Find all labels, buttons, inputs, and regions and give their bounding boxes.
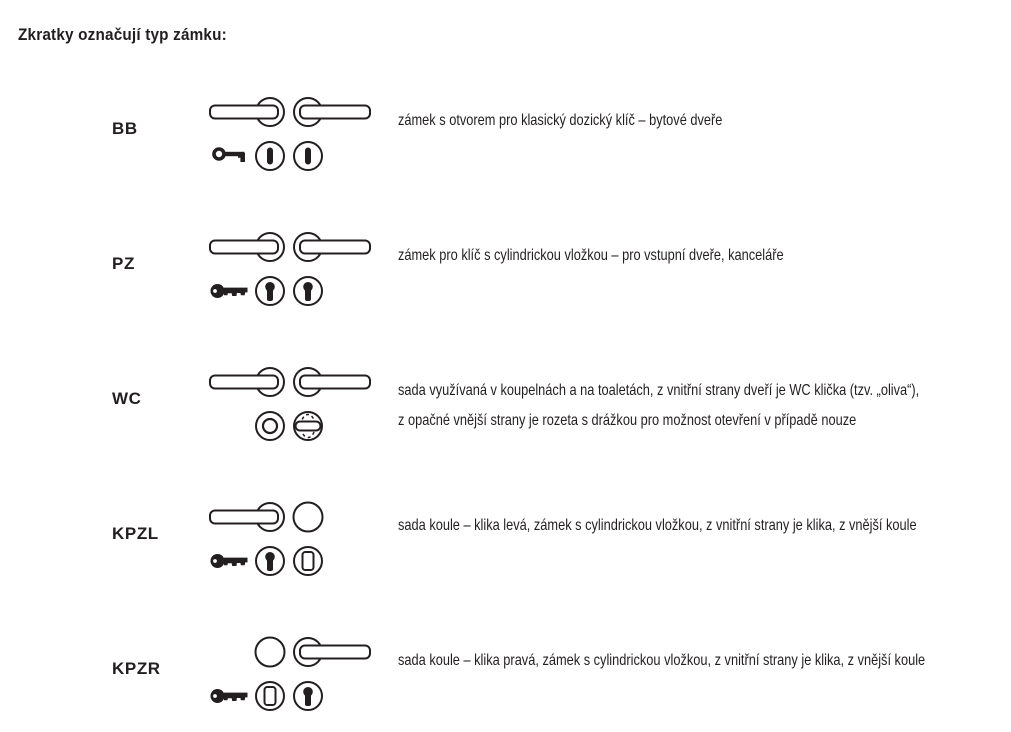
bb-keyhole-rosette-icon <box>294 142 322 170</box>
knob-icon <box>256 638 285 667</box>
emergency-slot-rosette-icon <box>256 412 284 440</box>
pz-keyhole-rosette-icon <box>256 547 284 575</box>
bit-key-icon <box>214 149 245 162</box>
pz-lockset-illustration <box>202 230 377 310</box>
lever-handle-left-icon <box>210 503 284 531</box>
pz-keyhole-rosette-icon <box>294 277 322 305</box>
cylinder-key-icon <box>211 689 248 703</box>
lever-handle-left-icon <box>210 368 284 396</box>
blind-rosette-icon <box>256 682 284 710</box>
description-line: z opačné vnější strany je rozeta s drážkou pro možnost otevření v případě nouze <box>398 412 857 429</box>
bb-lockset-illustration <box>202 95 377 175</box>
lock-description-kpzr <box>398 646 925 676</box>
page-title: Zkratky označují typ zámku: <box>18 25 227 44</box>
wc-lockset-illustration <box>202 365 377 445</box>
lever-handle-right-icon <box>294 233 370 261</box>
lever-handle-right-icon <box>294 368 370 396</box>
lock-code-pz: PZ <box>112 254 135 273</box>
lock-type-row-pz <box>0 230 1011 310</box>
pz-keyhole-rosette-icon <box>294 682 322 710</box>
description-line: sada koule – klika pravá, zámek s cylindrickou vložkou, z vnitřní strany je klika, z vnější koule <box>398 652 926 669</box>
description-line: zámek pro klíč s cylindrickou vložkou – pro vstupní dveře, kanceláře <box>398 247 784 264</box>
lock-code-kpzl: KPZL <box>112 524 159 543</box>
lock-code-bb: BB <box>112 119 138 138</box>
description-line: sada využívaná v koupelnách a na toaletách, z vnitřní strany dveří je WC klička (tzv. „oliva“), <box>398 382 920 399</box>
lock-description-wc <box>398 376 919 436</box>
lock-type-row-bb <box>0 95 1011 175</box>
blind-rosette-icon <box>294 547 322 575</box>
lock-code-kpzr: KPZR <box>112 659 161 678</box>
lock-description-bb <box>398 106 722 136</box>
pz-keyhole-rosette-icon <box>256 277 284 305</box>
cylinder-key-icon <box>211 284 248 298</box>
description-line: zámek s otvorem pro klasický dozický klíč – bytové dveře <box>398 112 723 129</box>
lock-description-kpzl <box>398 511 917 541</box>
lock-description-pz <box>398 241 784 271</box>
lever-handle-left-icon <box>210 98 284 126</box>
lock-code-wc: WC <box>112 389 142 408</box>
lock-type-row-kpzl <box>0 500 1011 580</box>
lever-handle-left-icon <box>210 233 284 261</box>
knob-icon <box>294 503 323 532</box>
cylinder-key-icon <box>211 554 248 568</box>
kpzl-lockset-illustration <box>202 500 377 580</box>
lock-type-row-wc <box>0 365 1011 445</box>
lever-handle-right-icon <box>294 638 370 666</box>
kpzr-lockset-illustration <box>202 635 377 715</box>
description-line: sada koule – klika levá, zámek s cylindrickou vložkou, z vnitřní strany je klika, z vnější koule <box>398 517 917 534</box>
lock-type-row-kpzr <box>0 635 1011 715</box>
wc-oliva-rosette-icon <box>294 412 322 440</box>
lever-handle-right-icon <box>294 98 370 126</box>
bb-keyhole-rosette-icon <box>256 142 284 170</box>
